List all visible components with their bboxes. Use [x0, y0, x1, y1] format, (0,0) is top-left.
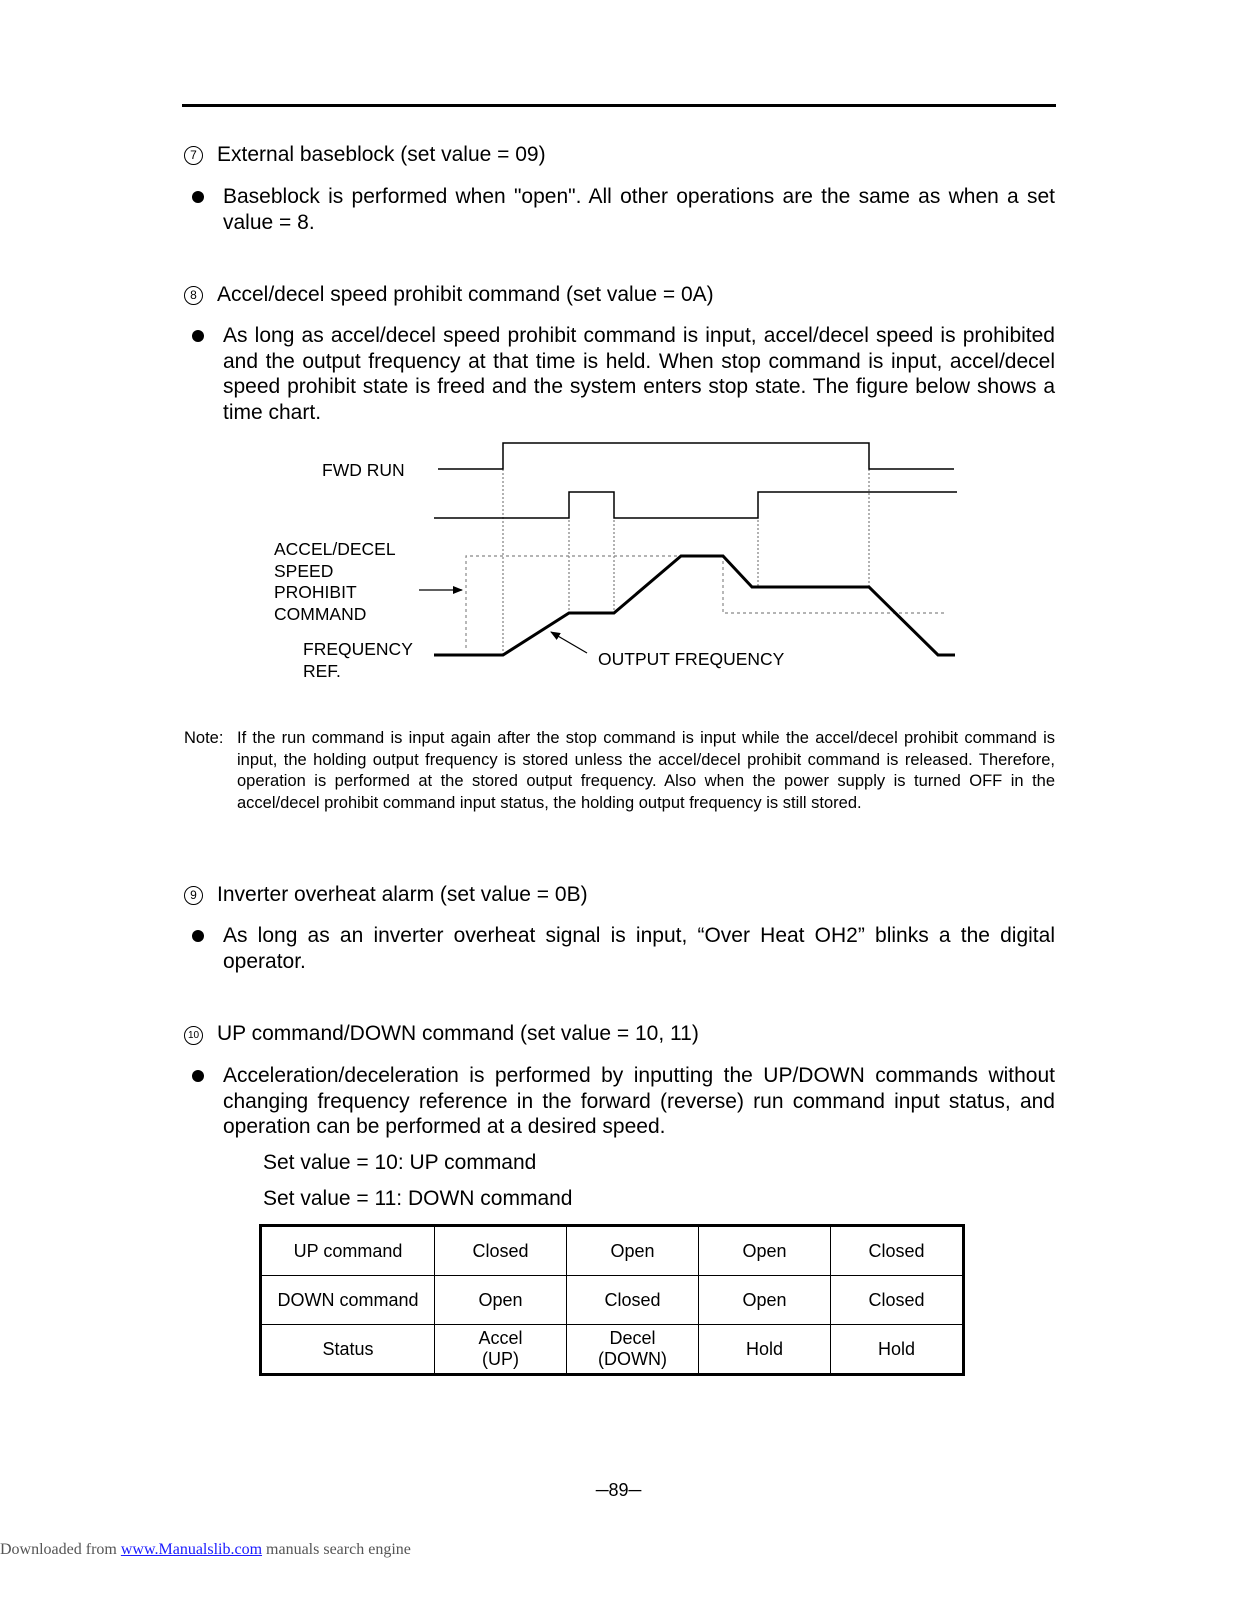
table-cell: Closed [567, 1276, 699, 1325]
cell-line: (UP) [482, 1349, 519, 1369]
time-guide-lines [503, 469, 869, 655]
time-chart [0, 0, 1237, 720]
label-prohibit-line2: SPEED [274, 561, 334, 581]
table-row [261, 1226, 964, 1276]
cell-line: (DOWN) [598, 1349, 667, 1369]
label-fwd-run: FWD RUN [322, 460, 405, 480]
set-value-11-line: Set value = 11: DOWN command [263, 1187, 573, 1210]
footer-link[interactable]: www.Manualslib.com [120, 1541, 263, 1558]
section-title: UP command/DOWN command (set value = 10, 11) [217, 1022, 699, 1045]
table-cell: Closed [831, 1226, 964, 1276]
bullet-icon [192, 1070, 204, 1082]
table-cell: Closed [435, 1226, 567, 1276]
prohibit-command-signal [434, 492, 957, 518]
set-value-10-line: Set value = 10: UP command [263, 1151, 537, 1174]
page-number [0, 1480, 1237, 1501]
section-9-heading [184, 883, 588, 907]
table-cell: Open [699, 1226, 831, 1276]
label-output-frequency: OUTPUT FREQUENCY [598, 649, 785, 669]
section-title: Inverter overheat alarm (set value = 0B) [217, 883, 588, 906]
row-header: Status [261, 1325, 435, 1375]
note-text: If the run command is input again after the stop command is input while the accel/decel prohibit command is input, the holding output frequency is stored unless the accel/decel prohibit command is released. Therefore, operation is performed at the stored output frequency. Also when the power supply is turned OFF in the accel/decel prohibit command input status, the holding output frequency is still stored. [237, 729, 1055, 812]
table-row [261, 1276, 964, 1325]
section-10-bullet-text: Acceleration/deceleration is performed by inputting the UP/DOWN commands without changing frequency reference in the forward (reverse) run command input status, and operation can be performed at a desired speed. [223, 1064, 1055, 1138]
table-cell: Open [567, 1226, 699, 1276]
section-number-badge: 10 [184, 1026, 203, 1045]
fwd-run-signal [438, 443, 954, 469]
section-number-badge: 7 [184, 146, 203, 165]
download-footer [0, 1541, 411, 1559]
page-number-dash: ─ [595, 1480, 609, 1500]
updown-command-table [259, 1224, 965, 1376]
table-cell: Closed [831, 1276, 964, 1325]
page-number-value: 89 [608, 1480, 629, 1500]
row-header: UP command [261, 1226, 435, 1276]
label-prohibit-line4: COMMAND [274, 604, 367, 624]
section-7-bullet-text: Baseblock is performed when "open". All other operations are the same as when a set value = 8. [223, 185, 1055, 234]
footer-prefix: Downloaded from [0, 1541, 121, 1558]
table-cell: Open [699, 1276, 831, 1325]
section-number-badge: 8 [184, 286, 203, 305]
label-prohibit-line3: PROHIBIT [274, 582, 357, 602]
section-title: External baseblock (set value = 09) [217, 143, 546, 166]
note-lead: Note: [184, 729, 224, 747]
footer-suffix: manuals search engine [262, 1541, 411, 1558]
section-number-badge: 9 [184, 886, 203, 905]
table-cell [435, 1325, 567, 1375]
table-cell: Open [435, 1276, 567, 1325]
cell-line: Decel [609, 1328, 656, 1348]
table-cell: Hold [831, 1325, 964, 1375]
table-row [261, 1325, 964, 1375]
cell-line: Accel [478, 1328, 523, 1348]
note-block [184, 728, 1055, 814]
label-prohibit-line1: ACCEL/DECEL [274, 539, 396, 559]
section-10-heading [184, 1022, 699, 1046]
section-8-bullet-text: As long as accel/decel speed prohibit command is input, accel/decel speed is prohibited and the output frequency at that time is held. When stop command is input, accel/decel speed prohibit state is freed and the system enters stop state. The figure below shows a time chart. [223, 324, 1055, 424]
output-frequency-trace [434, 556, 955, 655]
label-freq-ref-line1: FREQUENCY [303, 639, 413, 659]
bullet-icon [192, 930, 204, 942]
output-arrow-icon [551, 632, 587, 653]
section-title: Accel/decel speed prohibit command (set value = 0A) [217, 283, 714, 306]
table-cell [567, 1325, 699, 1375]
section-9-bullet-text: As long as an inverter overheat signal is input, “Over Heat OH2” blinks a the digital operator. [223, 924, 1055, 973]
table-cell: Hold [699, 1325, 831, 1375]
row-header: DOWN command [261, 1276, 435, 1325]
page-number-dash: ─ [628, 1480, 642, 1500]
label-freq-ref-line2: REF. [303, 661, 341, 681]
